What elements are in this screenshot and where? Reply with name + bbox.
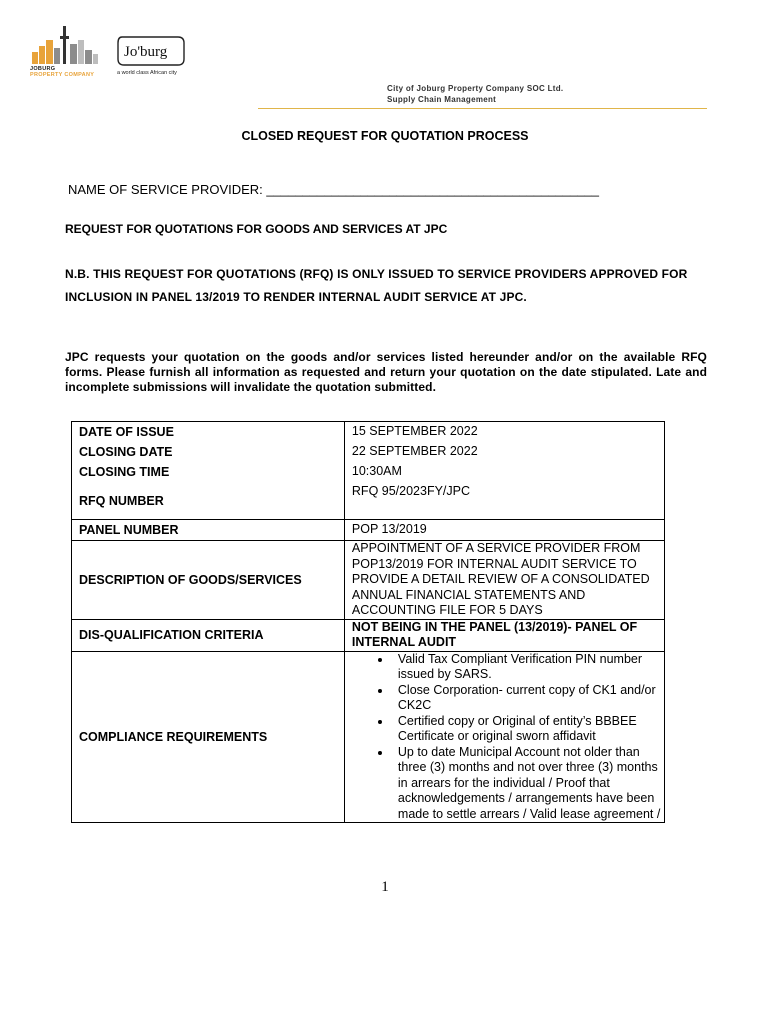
disqualification-label: DIS-QUALIFICATION CRITERIA bbox=[72, 619, 345, 651]
table-row bbox=[72, 520, 665, 541]
date-of-issue-label: DATE OF ISSUE bbox=[72, 422, 345, 443]
disqualification-value: NOT BEING IN THE PANEL (13/2019)- PANEL OF INTERNAL AUDIT bbox=[344, 619, 664, 651]
table-row bbox=[72, 422, 665, 443]
table-row bbox=[72, 651, 665, 823]
company-name: City of Joburg Property Company SOC Ltd. bbox=[387, 84, 564, 93]
closing-time-value: 10:30AM bbox=[344, 462, 664, 482]
table-row bbox=[72, 541, 665, 620]
rfq-details-table bbox=[71, 421, 665, 823]
nb-notice: N.B. THIS REQUEST FOR QUOTATIONS (RFQ) IS ONLY ISSUED TO SERVICE PROVIDERS APPROVED FOR INCLUSION IN PANEL 13/2019 TO RENDER INTERNAL AUDIT SERVICE AT JPC. bbox=[65, 267, 688, 304]
table-row bbox=[72, 619, 665, 651]
department-name: Supply Chain Management bbox=[387, 95, 497, 104]
panel-number-value: POP 13/2019 bbox=[344, 520, 664, 541]
table-row bbox=[72, 442, 665, 462]
rfq-number-value: RFQ 95/2023FY/JPC bbox=[344, 482, 664, 520]
panel-number-label: PANEL NUMBER bbox=[72, 520, 345, 541]
description-label: DESCRIPTION OF GOODS/SERVICES bbox=[72, 541, 345, 620]
company-header bbox=[387, 83, 563, 105]
date-of-issue-value: 15 SEPTEMBER 2022 bbox=[344, 422, 664, 443]
jpc-logo-text: JOBURG PROPERTY COMPANY bbox=[30, 66, 95, 78]
list-item: • Up to date Municipal Account not older than three (3) months and not over three (3) months in arrears for the individual / Proof that acknowledgements / arrangements have been made to settle arrears / Valid lease agreement / bbox=[392, 745, 664, 823]
compliance-list-cell bbox=[344, 651, 664, 823]
joburg-tagline: a world class African city bbox=[117, 70, 177, 76]
closing-date-value: 22 SEPTEMBER 2022 bbox=[344, 442, 664, 462]
rfq-heading: REQUEST FOR QUOTATIONS FOR GOODS AND SERVICES AT JPC bbox=[65, 222, 448, 236]
description-value: APPOINTMENT OF A SERVICE PROVIDER FROM POP13/2019 FOR INTERNAL AUDIT SERVICE TO PROVIDE A DETAIL REVIEW OF A CONSOLIDATED ANNUAL FINANCIAL STATEMENTS AND ACCOUNTING FILE FOR 5 DAYS bbox=[344, 541, 664, 620]
svg-text:Jo'burg: Jo'burg bbox=[124, 44, 168, 60]
list-item: • Close Corporation- current copy of CK1 and/or CK2C bbox=[392, 683, 664, 714]
table-row bbox=[72, 462, 665, 482]
intro-paragraph: JPC requests your quotation on the goods and/or services listed hereunder and/or on the available RFQ forms. Please furnish all information as requested and return your quotation on the date stipulated. Late and incomplete submissions will invalidate the quotation submitted. bbox=[65, 350, 707, 394]
service-provider-line: NAME OF SERVICE PROVIDER: ______________________________________________ bbox=[68, 182, 599, 197]
rfq-number-label: RFQ NUMBER bbox=[72, 482, 345, 520]
list-item: • Valid Tax Compliant Verification PIN number issued by SARS. bbox=[392, 652, 664, 683]
list-item: • Certified copy or Original of entity’s BBBEE Certificate or original sworn affidavit bbox=[392, 714, 664, 745]
closing-time-label: CLOSING TIME bbox=[72, 462, 345, 482]
page-number: 1 bbox=[381, 879, 389, 895]
compliance-label: COMPLIANCE REQUIREMENTS bbox=[72, 651, 345, 823]
closing-date-label: CLOSING DATE bbox=[72, 442, 345, 462]
header-divider bbox=[258, 108, 707, 109]
document-title: CLOSED REQUEST FOR QUOTATION PROCESS bbox=[241, 129, 529, 143]
compliance-list bbox=[352, 652, 664, 823]
joburg-logo bbox=[116, 33, 188, 69]
table-row bbox=[72, 482, 665, 520]
